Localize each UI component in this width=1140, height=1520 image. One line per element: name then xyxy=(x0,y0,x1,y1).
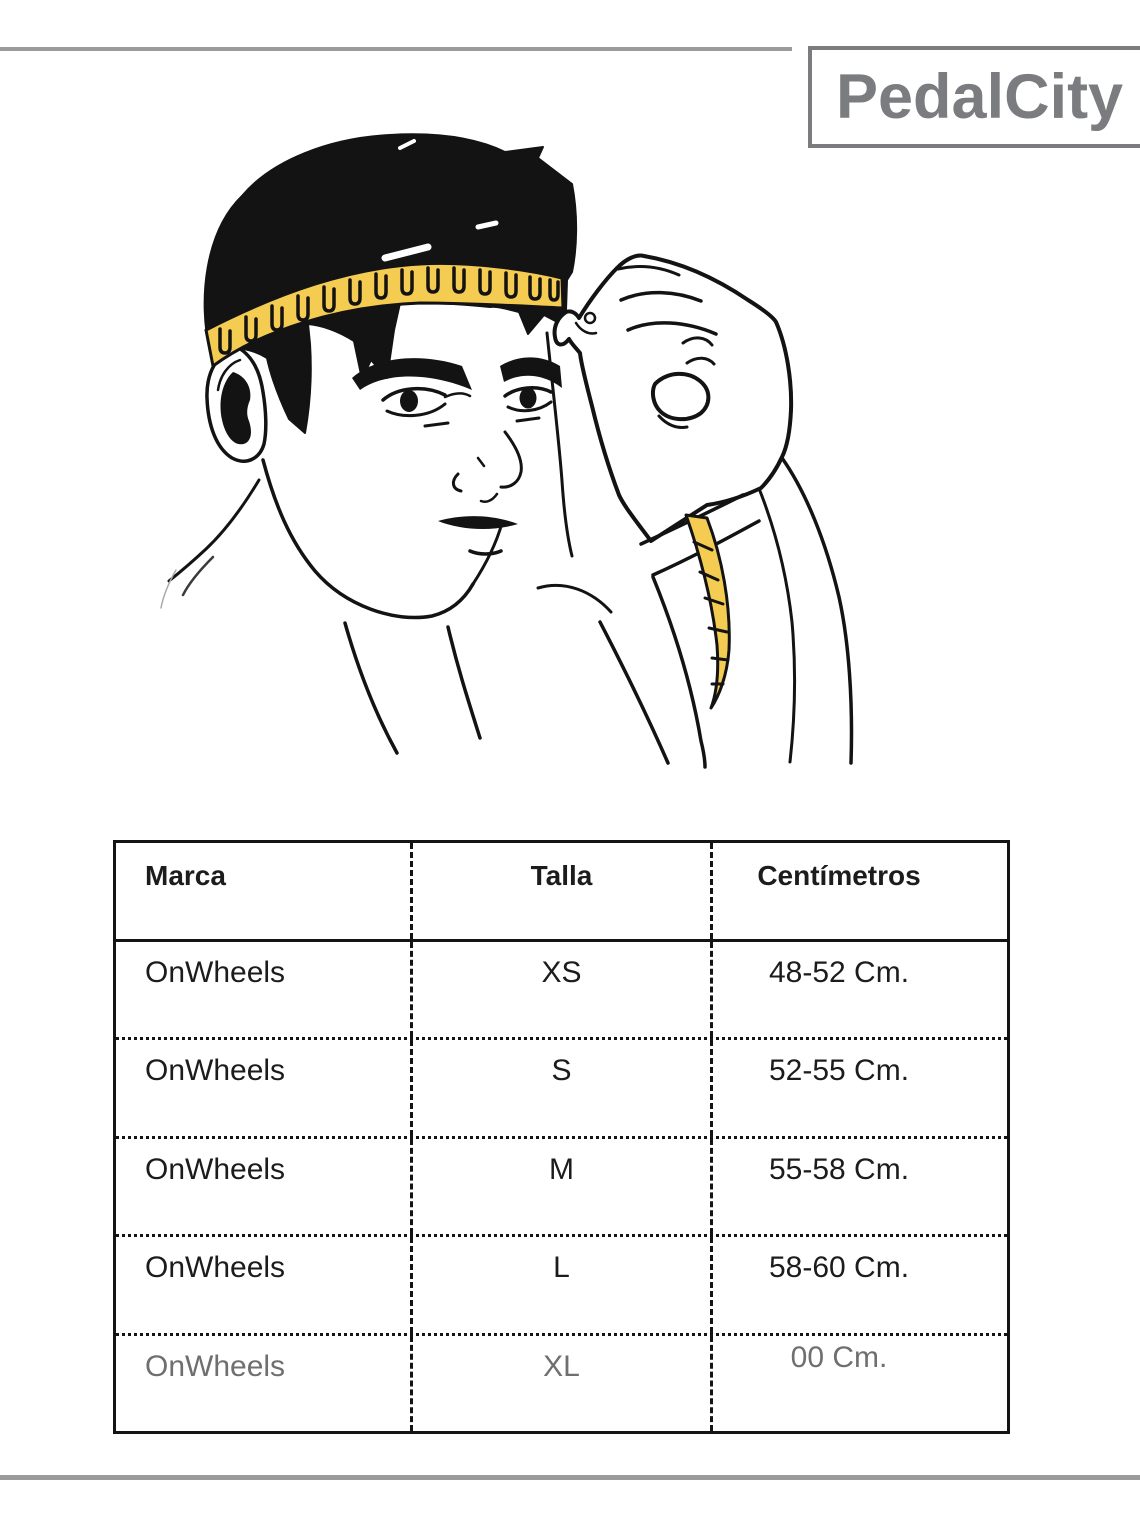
size-cell: S xyxy=(410,1040,710,1136)
cm-cell: 58-60 Cm. xyxy=(710,1237,1007,1333)
size-cell: M xyxy=(410,1139,710,1235)
brand-cell: OnWheels xyxy=(145,1251,286,1284)
chin-line xyxy=(470,551,501,554)
head-measurement-illustration xyxy=(50,120,890,800)
table-header-row xyxy=(116,843,1007,942)
cm-cell: 52-55 Cm. xyxy=(710,1040,1007,1136)
table-row xyxy=(116,1040,1007,1139)
size-chart-table xyxy=(113,840,1010,1434)
size-cell: L xyxy=(410,1237,710,1333)
right-eye-pupil xyxy=(520,388,537,409)
brand-cell: OnWheels xyxy=(145,1054,286,1087)
table-row xyxy=(116,1237,1007,1336)
brand-cell: OnWheels xyxy=(145,955,286,989)
nose-line xyxy=(501,432,521,487)
brand-logo-text: PedalCity xyxy=(836,62,1124,132)
face-features xyxy=(352,357,562,554)
brand-cell: OnWheels xyxy=(145,1152,286,1186)
table-row xyxy=(116,1139,1007,1238)
mouth xyxy=(438,516,518,529)
column-header-marca: Marca xyxy=(145,860,226,891)
hand xyxy=(555,256,792,541)
table-row-muted xyxy=(116,1336,1007,1432)
thumb xyxy=(653,374,708,419)
column-header-talla: Talla xyxy=(410,843,710,939)
table-row xyxy=(116,942,1007,1041)
size-cell: XS xyxy=(410,942,710,1038)
measuring-tape-tail xyxy=(686,515,729,708)
cm-cell: 00 Cm. xyxy=(710,1336,1007,1432)
size-cell: XL xyxy=(410,1336,710,1432)
column-header-centimetros: Centímetros xyxy=(710,843,1007,939)
cm-cell: 55-58 Cm. xyxy=(710,1139,1007,1235)
brand-cell: OnWheels xyxy=(145,1349,286,1383)
left-eye-pupil xyxy=(400,390,418,412)
top-divider-line xyxy=(0,47,792,51)
bottom-divider-line xyxy=(0,1475,1140,1480)
cm-cell: 48-52 Cm. xyxy=(710,942,1007,1038)
